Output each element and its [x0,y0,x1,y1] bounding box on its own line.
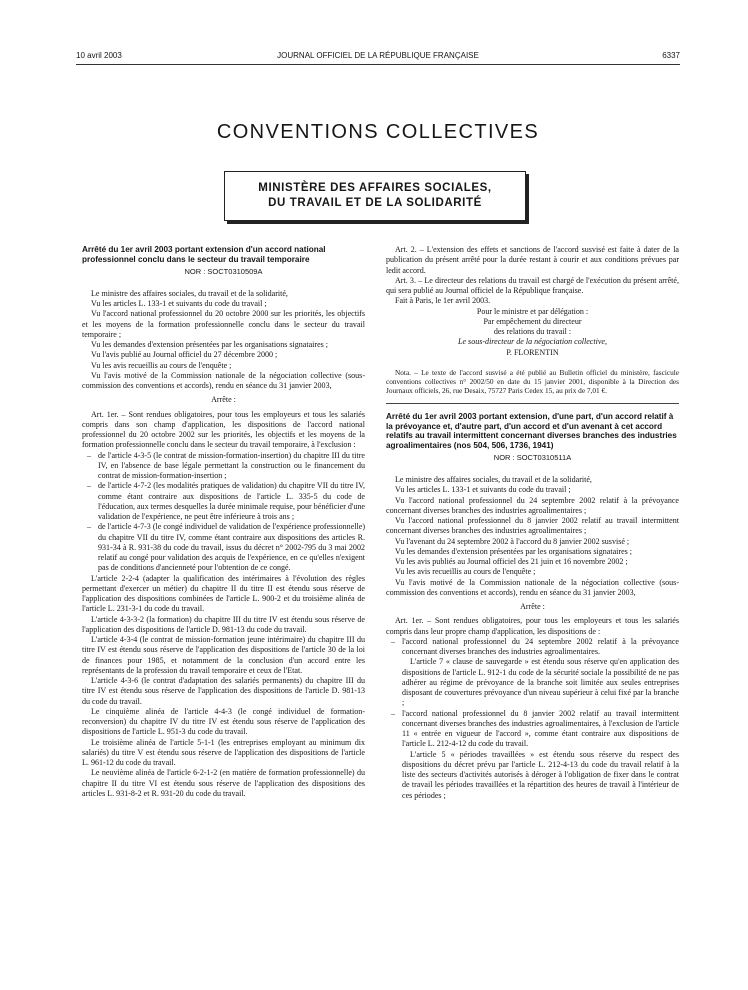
arrete2-title: Arrêté du 1er avril 2003 portant extension, d'une part, d'un accord relatif à la prévoyance et, d'autre part, d'un accord et d'un avenant à cet accord relatifs au travail intermittent concernant diverses branches des industries agroalimentaires (nos 504, 506, 1736, 1941) [386,411,677,451]
arrete1-note [386,368,679,395]
arrete1-arrete-label: Arrête : [211,395,236,405]
arrete1-article3: Art. 3. – Le directeur des relations du travail est chargé de l'exécution du présent arrêté, qui sera publié au Journal officiel de la République française. [386,275,679,295]
agreement-item-detail: L'article 5 « périodes travaillées » est étendu sous réserve du respect des dispositions du décret prévu par l'article L. 212-4-13 du code du travail relatif à la liste des secteurs d'activités autorisés à déroger à l'obligation de fixer dans le contrat de travail les périodes travaillées et la répartition des heures de travail à l'intérieur de ces périodes ; [402,749,679,800]
signature-line: Le sous-directeur de la négociation collective, [458,337,607,347]
arrete2-preamble-5: Vu les demandes d'extension présentées par les organisations signataires ; [395,546,633,556]
agreement-item-text: l'accord national professionnel du 24 septembre 2002 relatif à la prévoyance concernant diverses branches des industries agroalimentaires. [402,636,679,657]
reserve-paragraph: Le neuvième alinéa de l'article 6-2-1-2 (en matière de formation professionnelle) du chapitre II du titre VI est étendu sous réserve de l'application des dispositions des articles L. 931-8-2 et R. 931-20 du code du travail. [82,768,365,798]
arrete1-preamble-4: Vu l'avis publié au Journal officiel du 27 décembre 2000 ; [91,350,278,360]
reserve-paragraph: L'article 4-3-3-2 (la formation) du chapitre III du titre IV est étendu sous réserve de l'application des dispositions de l'article D. 981-13 du code du travail. [82,614,365,634]
arrete1-done-at: Fait à Paris, le 1er avril 2003. [395,296,491,306]
reserve-paragraph: Le troisième alinéa de l'article 5-1-1 (les entreprises employant au minimum dix salariés) du titre V est étendu sous réserve de l'application des dispositions de l'article L. 961-12 du code du travail. [82,737,365,768]
signature-line: Pour le ministre et par délégation : [476,306,589,316]
arrete2-preamble-6: Vu les avis publiés au Journal officiel des 21 juin et 16 novembre 2002 ; [395,557,628,567]
arrete2-article1-intro: Art. 1er. – Sont rendues obligatoires, pour tous les employeurs et tous les salariés compris dans leur propre champ d'application, les dispositions de : [386,616,679,636]
reserve-paragraph: L'article 2-2-4 (adapter la qualification des intérimaires à l'évolution des règles permettant d'exercer un métier) du chapitre II du titre II est étendu sous réserve de l'application des dispositions combinées de l'article L. 900-2 et du troisième alinéa de l'article L. 231-3-1 du code du travail. [82,573,365,614]
signatory-name: P. FLORENTIN [506,347,559,357]
arrete1-preamble-0: Le ministre des affaires sociales, du travail et de la solidarité, [91,288,288,298]
running-header [76,51,680,65]
issue-date: 10 avril 2003 [76,51,122,60]
agreement-item [386,709,679,801]
reserve-paragraph: L'article 4-3-4 (le contrat de mission-formation jeune intérimaire) du chapitre III du titre IV est étendu sous réserve de l'application des dispositions de l'article 30 de la loi de finances pour 1985, et notamment de la conclusion d'un accord entre les représentants de la profession du travail temporaire et ceux de l'Etat. [82,635,365,675]
ministry-line-1: MINISTÈRE DES AFFAIRES SOCIALES, [258,182,492,194]
agreement-item-detail: L'article 7 « clause de sauvegarde » est étendu sous réserve qu'en application des dispositions de l'article L. 912-1 du code de la sécurité sociale la possibilité de ne pas adhérer au régime de prévoyance de la branche soit limitée aux seules entreprises disposant de couvertures prévoyance d'un niveau supérieur à celui fixé par la branche ; [402,657,679,708]
arrete2-preamble-0: Le ministre des affaires sociales, du travail et de la solidarité, [395,475,592,485]
ministry-line-2: DU TRAVAIL ET DE LA SOLIDARITÉ [268,197,482,209]
arrete2-preamble-2: Vu l'accord national professionnel du 24 septembre 2002 relatif à la prévoyance concernant diverses branches des industries agroalimentaires ; [386,495,679,515]
left-column [82,245,365,799]
arrete2-preamble-3: Vu l'accord national professionnel du 8 janvier 2002 relatif au travail intermittent concernant diverses branches des industries agroalimentaires ; [386,516,679,536]
arrete2-preamble-8: Vu l'avis motivé de la Commission nationale de la négociation collective (sous-commission des conventions et accords), rendu en séance du 31 janvier 2003, [386,577,679,597]
arrete2-preamble-1: Vu les articles L. 133-1 et suivants du code du travail ; [395,485,571,495]
agreement-item-text: l'accord national professionnel du 8 janvier 2002 relatif au travail intermittent concernant diverses branches des industries agroalimentaires, à l'exclusion de l'article 11 « entrée en vigueur de l'accord », comme étant contraire aux dispositions de l'article L. 212-4-12 du code du travail. [402,708,679,749]
page-number: 6337 [662,51,680,60]
note-text: Nota. – Le texte de l'accord susvisé a été publié au Bulletin officiel du ministère, fascicule conventions collectives n° 2002/50 en date du 15 janvier 2001, disponible à la Direction des Journaux officiels, 26, rue Desaix, 75727 Paris Cedex 15, au prix de 7,01 €. [386,367,679,395]
signature-line: des relations du travail : [493,327,572,336]
arrete1-preamble-5: Vu les avis recueillis au cours de l'enquête ; [91,360,232,370]
arrete1-exclusion-list [82,451,365,574]
reserve-paragraph: L'article 4-3-6 (le contrat d'adaptation des salariés permanents) du chapitre III du titre IV est étendu sous réserve de l'application des dispositions de l'article D. 981-13 du code du travail. [82,676,365,706]
ministry-box [224,171,526,221]
arrete1-preamble-3: Vu les demandes d'extension présentées par les organisations signataires ; [91,340,329,350]
header-rule [76,64,680,65]
arrete2-item-list [386,637,679,801]
arrete1-preamble-6: Vu l'avis motivé de la Commission nationale de la négociation collective (sous-commission des conventions et accords), rendu en séance du 31 janvier 2003, [82,370,365,391]
section-divider [386,403,679,404]
arrete2-nor: NOR : SOCT0310511A [493,452,572,462]
exclusion-item: – de l'article 4-7-3 (le congé individuel de validation de l'expérience professionnelle) du chapitre VII du titre IV, comme étant contraire aux dispositions des articles R. 931-34 à R. 931-38 du code du travail, issus du décret n° 2002-795 du 3 mai 2002 relatif au congé pour validation des acquis de l'expérience, en ce qu'elles n'exigent pas de conditions d'ancienneté pour l'obtention de ce congé. [82,522,365,573]
arrete1-preamble-2: Vu l'accord national professionnel du 20 octobre 2000 sur les priorités, les objectifs et les moyens de la formation professionnelle conclu dans le secteur du travail temporaire ; [82,309,365,339]
arrete1-nor: NOR : SOCT0310509A [184,266,263,276]
exclusion-item: – de l'article 4-3-5 (le contrat de mission-formation-insertion) du chapitre III du titre IV, en l'absence de base légale permettant la construction ou le financement du contrat de mission-formation-insertion ; [82,451,365,482]
arrete1-article2: Art. 2. – L'extension des effets et sanctions de l'accord susvisé est faite à dater de la publication du présent arrêté pour la durée restant à courir et aux conditions prévues par ledit accord. [386,245,679,275]
arrete2-preamble-4: Vu l'avenant du 24 septembre 2002 à l'accord du 8 janvier 2002 susvisé ; [395,536,630,546]
journal-title: JOURNAL OFFICIEL DE LA RÉPUBLIQUE FRANÇAISE [277,51,479,60]
arrete1-title: Arrêté du 1er avril 2003 portant extension d'un accord national professionnel conclu dans le secteur du travail temporaire [82,245,326,264]
reserve-paragraph: Le cinquième alinéa de l'article 4-4-3 (le congé individuel de formation-reconversion) du chapitre IV du titre IV est étendu sous réserve de l'application des dispositions de l'article L. 951-3 du code du travail. [82,706,365,737]
signature-line: Par empêchement du directeur [483,316,582,326]
agreement-item [386,637,679,709]
arrete2-preamble-7: Vu les avis recueillis au cours de l'enquête ; [395,567,536,577]
right-column [386,245,679,801]
arrete2-arrete-label: Arrête : [520,602,545,612]
arrete1-preamble-1: Vu les articles L. 133-1 et suivants du code du travail ; [91,299,267,309]
section-title: CONVENTIONS COLLECTIVES [216,121,540,143]
arrete1-article1-intro: Art. 1er. – Sont rendues obligatoires, pour tous les employeurs et tous les salariés compris dans son champ d'application, les dispositions de l'accord national professionnel du 20 octobre 2002 sur les priorités, les objectifs et les moyens de la formation professionnelle conclu dans le secteur du travail temporaire, à l'exclusion : [82,409,365,450]
exclusion-item: – de l'article 4-7-2 (les modalités pratiques de validation) du chapitre VII du titre IV, comme étant contraire aux dispositions de l'article L. 335-5 du code de l'éducation, aux termes desquelles la durée minimale requise, pour bénéficier d'une validation de l'expérience, ne peut être inférieure à trois ans ; [82,481,365,522]
